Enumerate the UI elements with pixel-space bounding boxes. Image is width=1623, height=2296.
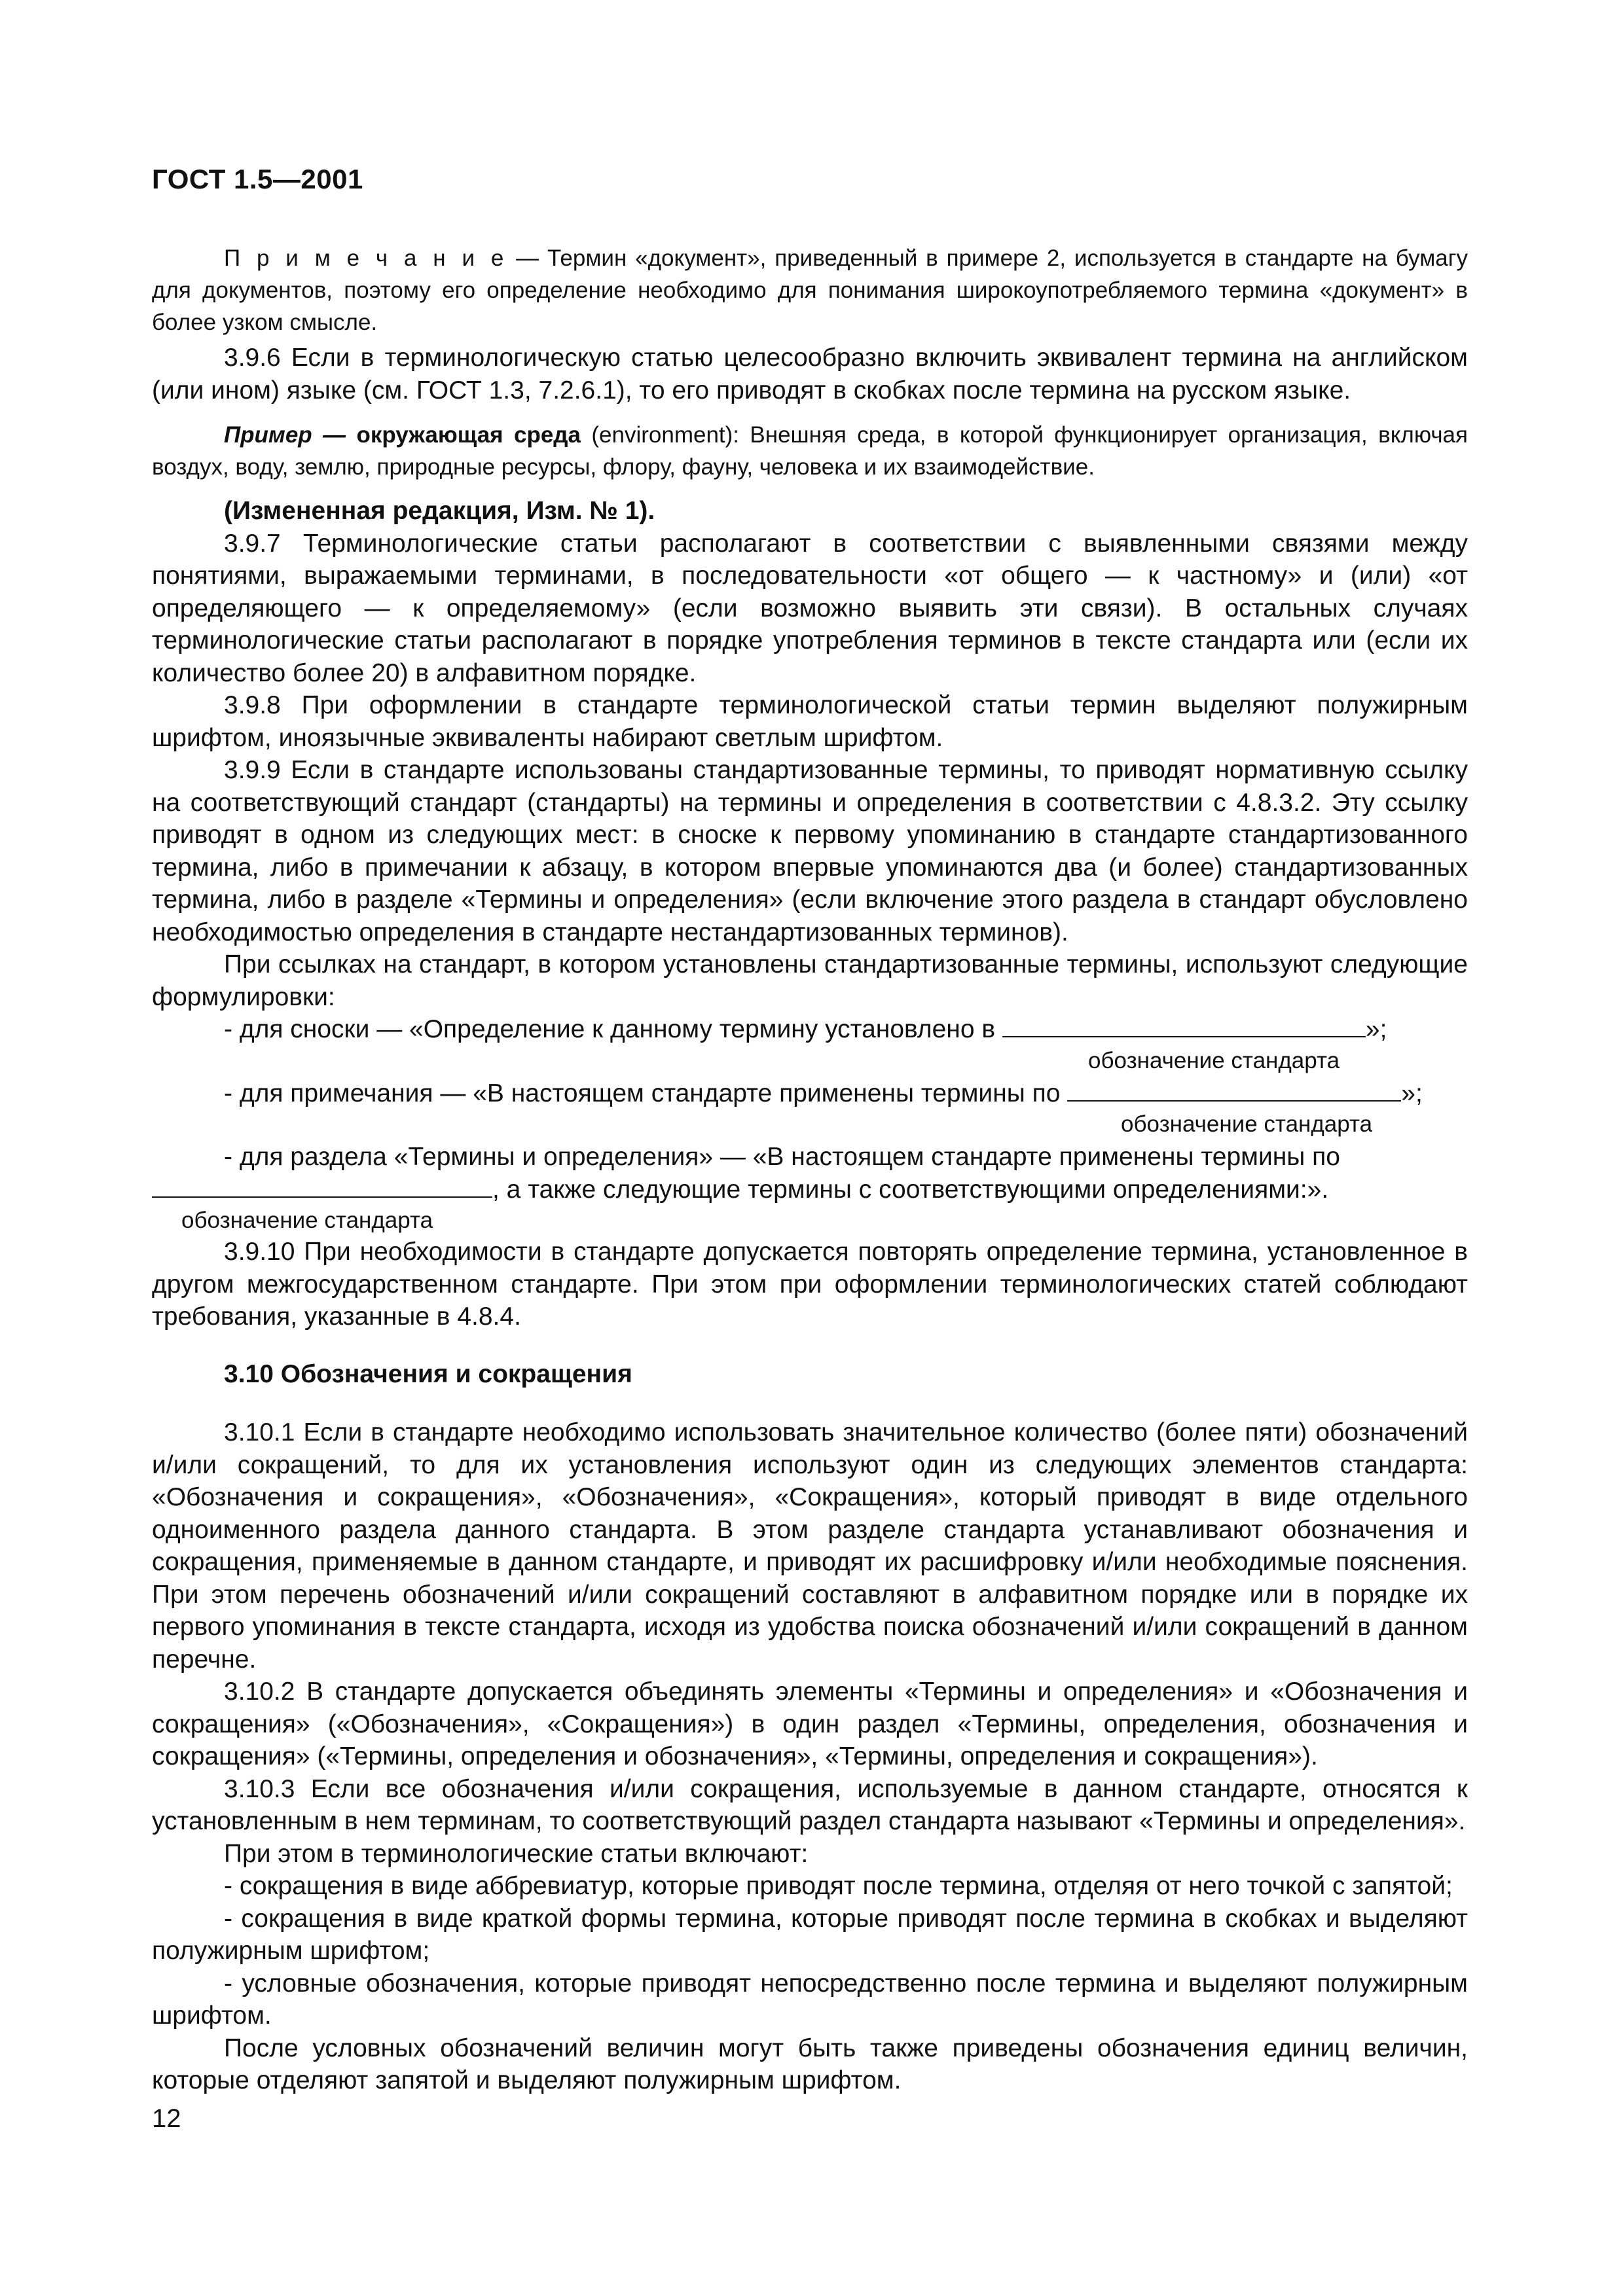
paragraph-include: При этом в терминологические статьи включают: xyxy=(224,1839,809,1868)
formula-footnote xyxy=(152,1013,1468,1046)
example-text: (environment): Внешняя среда, в которой функционирует организация, включая воздух, воду, землю, природные ресурсы, флору, фауну, человека и их взаимодействие. xyxy=(152,422,1468,480)
blank-line xyxy=(152,1174,492,1198)
formula-footnote-text: - для сноски — «Определение к данному термину установлено в xyxy=(224,1015,1002,1043)
formula-section-line2 xyxy=(152,1174,1468,1206)
paragraph-3-9-6 xyxy=(152,342,1468,406)
caption-designation: обозначение стандарта xyxy=(1088,1047,1340,1073)
example-term: окружающая среда xyxy=(356,422,581,448)
list-item: - сокращения в виде краткой формы термина, которые приводят после термина в скобках и выделяют полужирным шрифтом; xyxy=(152,1904,1468,1965)
page-number: 12 xyxy=(152,2104,181,2133)
paragraph-after: После условных обозначений величин могут быть также приведены обозначения единиц величин, которые отделяют запятой и выделяют полужирным шрифтом. xyxy=(152,2034,1468,2094)
example-label: Пример — xyxy=(224,422,346,448)
amendment-note: (Измененная редакция, Изм. № 1). xyxy=(224,497,655,525)
list-item: - сокращения в виде аббревиатур, которые приводят после термина, отделяя от него точкой с запятой; xyxy=(224,1872,1453,1900)
note-block xyxy=(152,242,1468,338)
formula-note-end: »; xyxy=(1401,1079,1423,1107)
paragraph-3-10-1: 3.10.1 Если в стандарте необходимо использовать значительное количество (более пяти) обозначений и/или сокращений, то для их установления используют один из следующих элементов стандарта: «Обозначения и сокращения», «Обозначения», «Сокращения», который приводят в виде отдельного одноименного раздела данного стандарта. В этом разделе стандарта устанавливают обозначения и сокращения, применяемые в данном стандарте, и приводят их расшифровку и/или необходимые пояснения. При этом перечень обозначений и/или сокращений составляют в алфавитном порядке или в порядке их первого упоминания в тексте стандарта, исходя из удобства поиска обозначений и/или сокращений в данном перечне. xyxy=(152,1418,1468,1674)
note-text: — Термин «документ», приведенный в примере 2, используется в стандарте на бумагу для документов, поэтому его определение необходимо для понимания широкоупотребляемого термина «документ» в более узком смысле. xyxy=(152,245,1468,335)
example-block xyxy=(152,419,1468,483)
section-title: 3.10 Обозначения и сокращения xyxy=(224,1359,632,1388)
list-item: - условные обозначения, которые приводят непосредственно после термина и выделяют полужирным шрифтом. xyxy=(152,1969,1468,2030)
main-body xyxy=(152,495,1468,2097)
paragraph-3-10-3: 3.10.3 Если все обозначения и/или сокращения, используемые в данном стандарте, относятся к установленным в нем терминам, то соответствующий раздел стандарта называют «Термины и определения». xyxy=(152,1774,1468,1835)
paragraph-3-9-10: 3.9.10 При необходимости в стандарте допускается повторять определение термина, установленное в другом межгосударственном стандарте. При этом при оформлении терминологических статей соблюдают требования, указанные в 4.8.4. xyxy=(152,1238,1468,1331)
paragraph-text: 3.9.6 Если в терминологическую статью целесообразно включить эквивалент термина на английском (или ином) языке (см. ГОСТ 1.3, 7.2.6.1), то его приводят в скобках после термина на русском языке. xyxy=(152,344,1468,404)
blank-line xyxy=(1067,1078,1401,1102)
paragraph-3-9-8: 3.9.8 При оформлении в стандарте терминологической статьи термин выделяют полужирным шрифтом, иноязычные эквиваленты набирают светлым шрифтом. xyxy=(152,691,1468,752)
paragraph-3-9-7: 3.9.7 Терминологические статьи располагают в соответствии с выявленными связями между понятиями, выражаемыми терминами, в последовательности «от общего — к частному» и (или) «от определяющего — к определяемому» (если возможно выявить эти связи). В остальных случаях терминологические статьи располагают в порядке употребления терминов в тексте стандарта или (если их количество более 20) в алфавитном порядке. xyxy=(152,529,1468,687)
formula-footnote-end: »; xyxy=(1365,1015,1387,1043)
caption-designation: обозначение стандарта xyxy=(1121,1111,1373,1137)
paragraph-3-10-2: 3.10.2 В стандарте допускается объединять элементы «Термины и определения» и «Обозначения и сокращения» («Обозначения», «Сокращения») в один раздел «Термины, определения, обозначения и сокращения» («Термины, определения и обозначения», «Термины, определения и сокращения»). xyxy=(152,1677,1468,1770)
paragraph-references: При ссылках на стандарт, в котором установлены стандартизованные термины, используют следующие формулировки: xyxy=(152,950,1468,1011)
blank-line xyxy=(1002,1014,1366,1037)
formula-section xyxy=(152,1141,1468,1174)
caption-designation: обозначение стандарта xyxy=(181,1208,433,1233)
paragraph-3-9-9: 3.9.9 Если в стандарте использованы стандартизованные термины, то приводят нормативную ссылку на соответствующий стандарт (стандарты) на термины и определения в соответствии с 4.8.3.2. Эту ссылку приводят в одном из следующих мест: в сноске к первому упоминанию в стандарте стандартизованного термина, либо в примечании к абзацу, в котором впервые упоминаются два (и более) стандартизованных термина, либо в разделе «Термины и определения» (если включение этого раздела в стандарт обусловлено необходимостью определения в стандарте нестандартизованных терминов). xyxy=(152,756,1468,946)
formula-section-end: , а также следующие термины с соответствующими определениями:». xyxy=(492,1175,1329,1204)
formula-note-text: - для примечания — «В настоящем стандарте применены термины по xyxy=(224,1079,1068,1107)
note-label: П р и м е ч а н и е xyxy=(224,245,508,271)
formula-note xyxy=(152,1077,1468,1110)
document-header: ГОСТ 1.5—2001 xyxy=(152,164,363,194)
formula-section-text: - для раздела «Термины и определения» — «В настоящем стандарте применены термины по xyxy=(224,1143,1340,1171)
